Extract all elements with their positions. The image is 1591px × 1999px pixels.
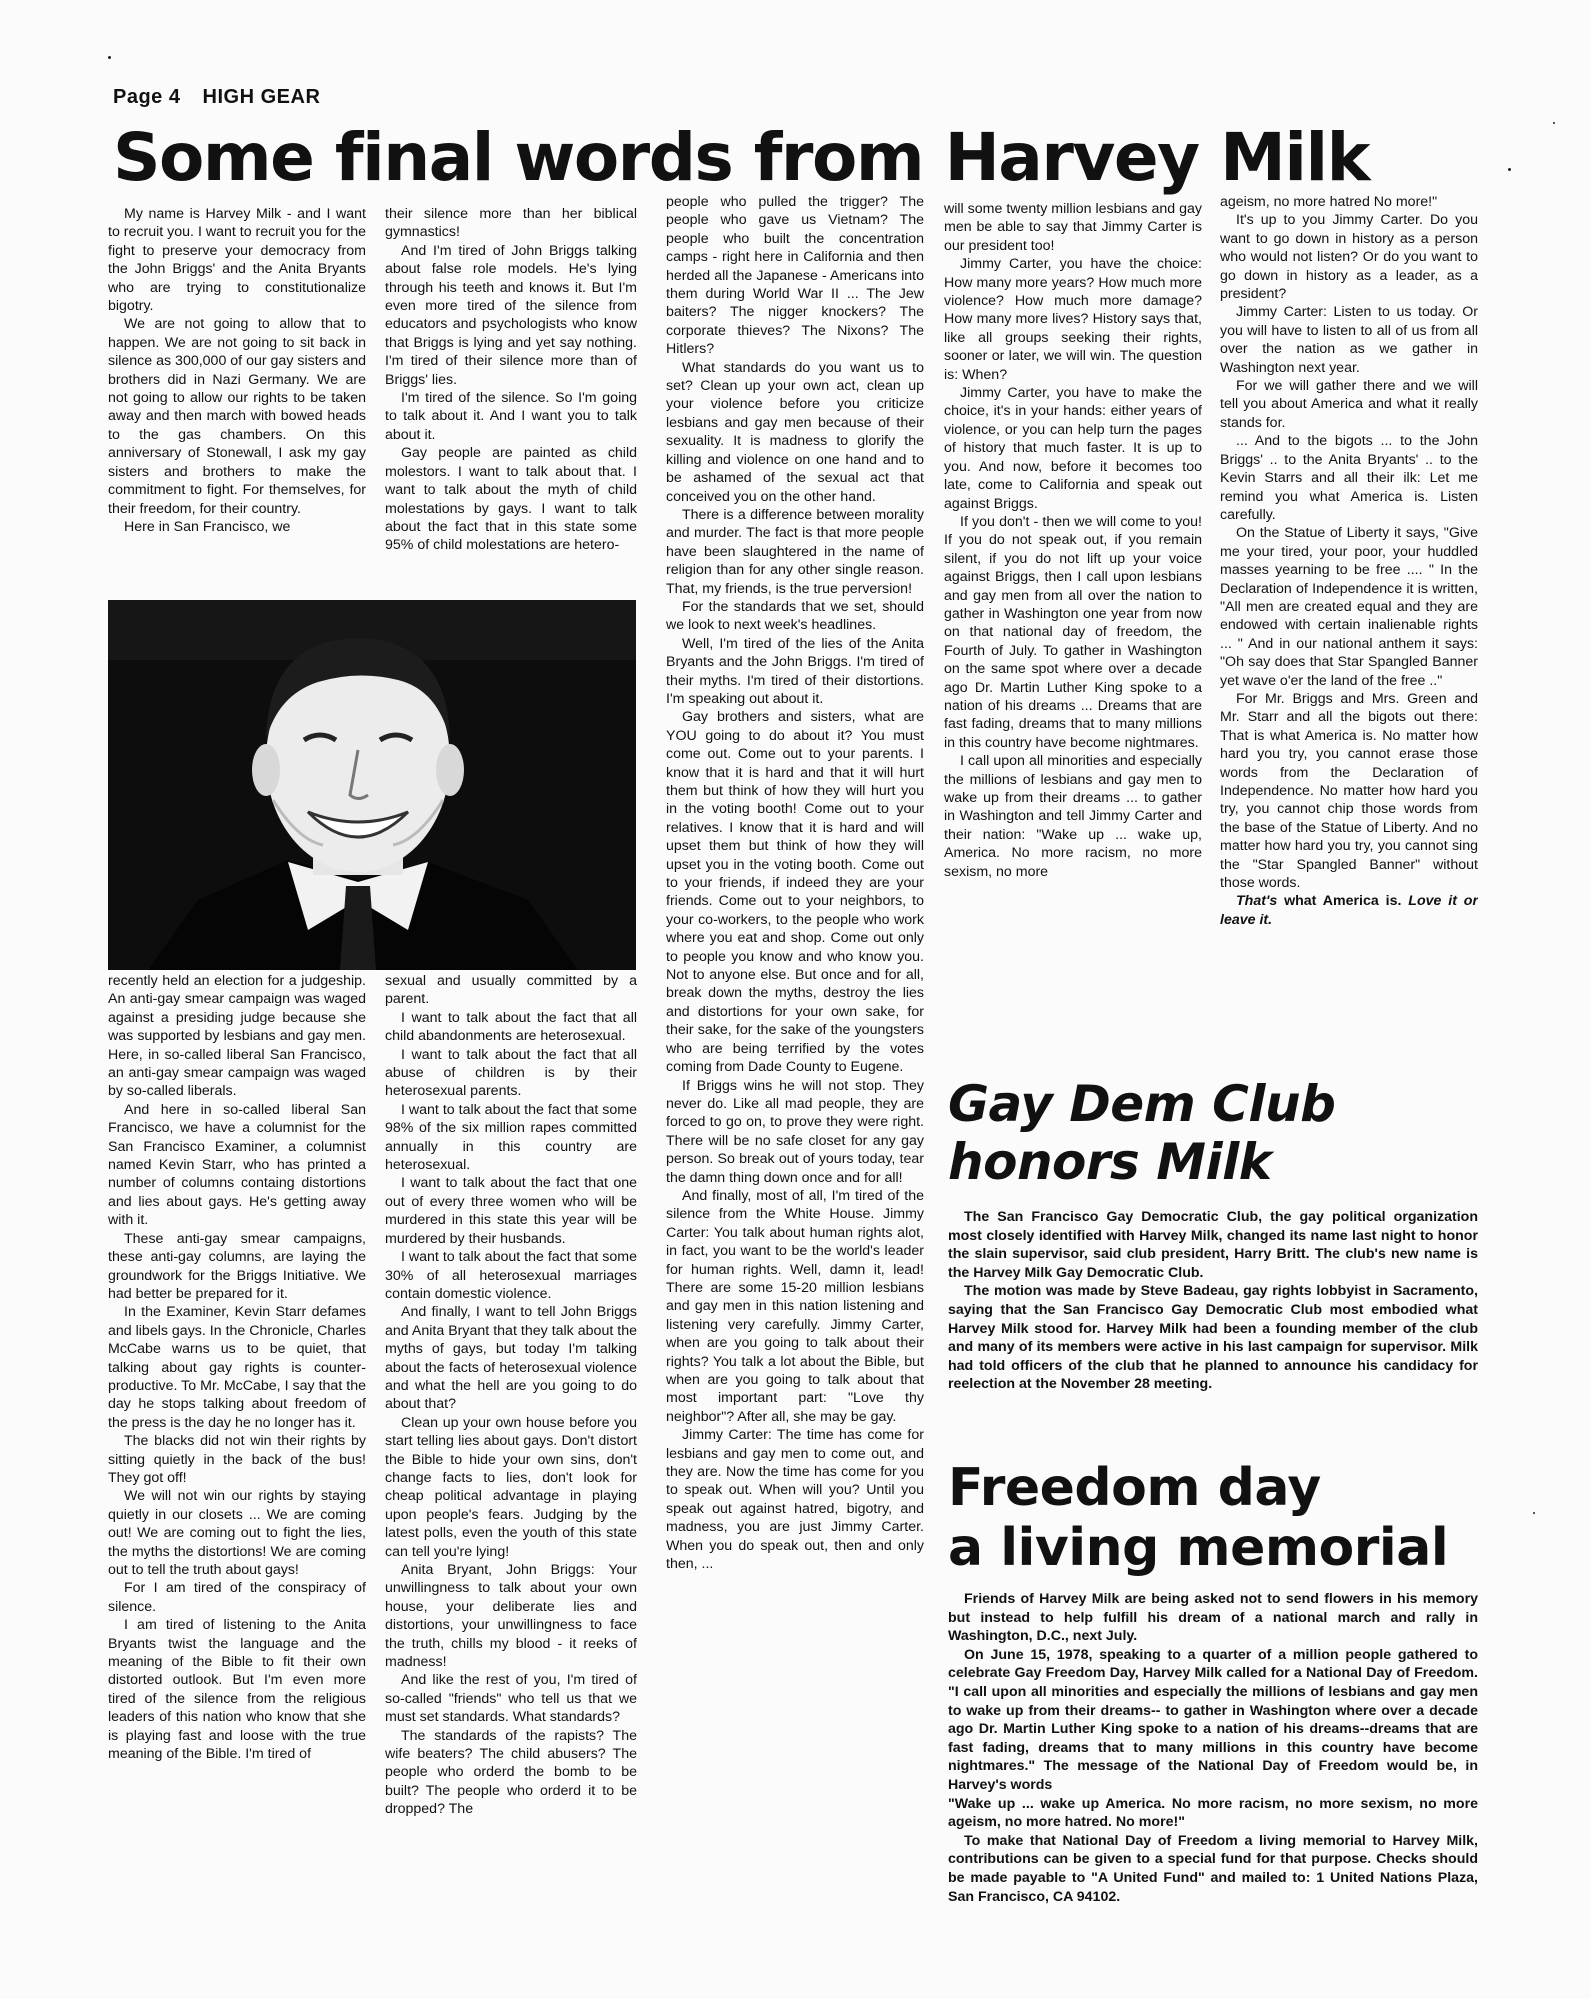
closing-mid: what America is. bbox=[1277, 893, 1409, 910]
article-column-2-bottom bbox=[385, 972, 637, 1918]
paragraph: The motion was made by Steve Badeau, gay rights lobbyist in Sacramento, saying that the San Francisco Gay Democratic Club most embodied what Harvey Milk stood for. Harvey Milk had been a founding member of the club and many of its members were active in his last campaign for supervisor. Milk had told officers of the club that he planned to announce his candidacy for reelection at the November 28 meeting. bbox=[948, 1283, 1478, 1393]
sidebar1-headline-line2: honors Milk bbox=[948, 1133, 1272, 1191]
sidebar2-headline bbox=[948, 1458, 1448, 1578]
page-number: Page 4 bbox=[113, 86, 181, 108]
paragraph: "Wake up ... wake up America. No more racism, no more sexism, no more ageism, no more hatred. No more!" bbox=[948, 1795, 1478, 1831]
sidebar2-headline-line1: Freedom day bbox=[948, 1458, 1321, 1518]
closing-line bbox=[1220, 892, 1478, 929]
sidebar2-body bbox=[948, 1590, 1478, 1918]
paragraph: And like the rest of you, I'm tired of so-called "friends" who tell us that we must set standards. What standards? bbox=[385, 1672, 637, 1726]
paragraph: Well, I'm tired of the lies of the Anita Bryants and the John Briggs. I'm tired of their myths. I'm tired of their distortions. I'm speaking out about it. bbox=[666, 635, 924, 707]
paragraph: For the standards that we set, should we look to next week's headlines. bbox=[666, 598, 924, 634]
paragraph: Here in San Francisco, we bbox=[124, 518, 291, 535]
paragraph: Friends of Harvey Milk are being asked not to send flowers in his memory but instead to help fulfill his dream of a national march and rally in Washington, D.C., next July. bbox=[948, 1591, 1478, 1645]
paragraph: I call upon all minorities and especially the millions of lesbians and gay men to wake up from their dreams ... to gather in Washington and tell Jimmy Carter and their nation: "Wake up ... wake up, America. No more racism, no more sexism, no more bbox=[944, 753, 1202, 880]
paragraph: For Mr. Briggs and Mrs. Green and Mr. Starr and all the bigots out there: That is what America is. No matter how hard you try, you cannot erase those words from the Declaration of Independence. No matter how hard you try, you cannot chip those words from the base of the Statue of Liberty. And no matter how hard you try, you cannot sing the "Star Spangled Banner" without those words. bbox=[1220, 690, 1478, 892]
paragraph: I am tired of listening to the Anita Bryants twist the language and the meaning of the Bible to fit their own distorted outlook. But I'm even more tired of the silence from the religious leaders of this nation who know that she is playing fast and loose with the true meaning of the Bible. I'm tired of bbox=[108, 1617, 366, 1763]
paragraph: It's up to you Jimmy Carter. Do you want to go down in history as a person who would not listen? Or do you want to go down in history as a leader, as a president? bbox=[1220, 212, 1478, 303]
paragraph: The blacks did not win their rights by sitting quietly in the back of the bus! They got off! bbox=[108, 1433, 366, 1486]
paragraph: In the Examiner, Kevin Starr defames and libels gays. In the Chronicle, Charles McCabe warns us to be quiet, that talking about gay rights is counter-productive. To Mr. McCabe, I say that the day he stops talking about freedom of the press is the day he no longer has it. bbox=[108, 1304, 366, 1431]
paragraph: There is a difference between morality and murder. The fact is that more people have been slaughtered in the name of religion than for any other single reason. That, my friends, is the true perversion! bbox=[666, 506, 924, 597]
article-column-2-top bbox=[385, 205, 637, 597]
paragraph: will some twenty million lesbians and gay men be able to say that Jimmy Carter is our president too! bbox=[944, 201, 1202, 254]
paragraph: We are not going to allow that to happen. We are not going to sit back in silence as 300,000 of our gay sisters and brothers did in Nazi Germany. We are not going to allow our rights to be taken away and then march with bowed heads to the gas chambers. On this anniversary of Stonewall, I ask my gay sisters and brothers to make the commitment to fight. For themselves, for their freedom, for their country. bbox=[108, 316, 366, 517]
scan-speck bbox=[108, 56, 111, 59]
closing-tail: Love it or leave it. bbox=[1220, 893, 1478, 928]
paragraph: What standards do you want us to set? Clean up your own act, clean up your violence before you criticize lesbians and gay men because of their sexuality. It is madness to glorify the killing and violence on one hand and to be ashamed of the sexual act that conceived you on the other hand. bbox=[666, 359, 924, 505]
paragraph: And here in so-called liberal San Francisco, we have a columnist for the San Francisco Examiner, a columnist named Kevin Starr, who has printed a number of columns containg distortions and lies about gays. He's getting away with it. bbox=[108, 1101, 366, 1229]
article-column-1-bottom bbox=[108, 972, 366, 1918]
paragraph: Jimmy Carter: The time has come for lesbians and gay men to come out, and they are. Now the time has come for you to speak out. When will you? Until you speak out against hatred, bigotry, and madness, you are just Jimmy Carter. When you do speak out, then and only then, ... bbox=[666, 1427, 924, 1573]
scan-speck bbox=[1553, 122, 1555, 124]
paragraph: I want to talk about the fact that all child abandonments are heterosexual. bbox=[385, 1009, 637, 1045]
paragraph: For I am tired of the conspiracy of silence. bbox=[108, 1580, 366, 1615]
portrait-illustration bbox=[108, 600, 636, 970]
paragraph: My name is Harvey Milk - and I want to recruit you. I want to recruit you for the fight to preserve your democracy from the John Briggs' and the Anita Bryants who are trying to constitutionalize bigotry. bbox=[108, 206, 366, 315]
publication-name: HIGH GEAR bbox=[202, 86, 321, 108]
paragraph: The standards of the rapists? The wife beaters? The child abusers? The people who orderd the bomb to be built? The people who orderd it to be dropped? The bbox=[385, 1727, 637, 1818]
paragraph: ageism, no more hatred No more!" bbox=[1220, 194, 1438, 210]
paragraph: people who pulled the trigger? The people who gave us Vietnam? The people who built the concentration camps - right here in California and then herded all the Japanese - Americans into them during World War II ... The Jew baiters? The nigger knockers? The corporate thieves? The Nixons? The Hitlers? bbox=[666, 194, 924, 358]
paragraph: If Briggs wins he will not stop. They never do. Like all mad people, they are forced to go on, to prove they were right. There will be no safe closet for any gay person. So break out of yours today, tear the damn thing down once and for all! bbox=[666, 1077, 924, 1186]
paragraph: Jimmy Carter: Listen to us today. Or you will have to listen to all of us from all over the nation as we gather in Washington next year. bbox=[1220, 304, 1478, 376]
main-headline: Some final words from Harvey Milk bbox=[113, 119, 1369, 196]
paragraph: I want to talk about the fact that some 98% of the six million rapes committed annually in this country are heterosexual. bbox=[385, 1101, 637, 1174]
paragraph: The San Francisco Gay Democratic Club, the gay political organization most closely identified with Harvey Milk, changed its name last night to honor the slain supervisor, said club president, Harry Britt. The club's new name is the Harvey Milk Gay Democratic Club. bbox=[948, 1209, 1478, 1281]
article-column-5 bbox=[1220, 193, 1478, 1055]
paragraph: On June 15, 1978, speaking to a quarter of a million people gathered to celebrate Gay Freedom Day, Harvey Milk called for a National Day of Freedom. "I call upon all minorities and especially the millions of lesbians and gay men to wake up from their dreams-- to gather in Washington where over a decade ago Dr. Martin Luther King spoke to a nation of his dreams--dreams that are fast fading, dreams that to many millions in this country have become nightmares." The message of the National Day of Freedom would be, in Harvey's words bbox=[948, 1646, 1478, 1793]
paragraph: For we will gather there and we will tell you about America and what it really stands for. bbox=[1220, 378, 1478, 431]
paragraph: Jimmy Carter, you have the choice: How many more years? How much more violence? How much more damage? How many more lives? History says that, like all groups seeking their rights, sooner or later, we will win. The question is: When? bbox=[944, 256, 1202, 383]
paragraph: I want to talk about the fact that one out of every three women who will be murdered in this state this year will be murdered by their husbands. bbox=[385, 1175, 637, 1247]
scan-speck bbox=[1508, 168, 1511, 171]
paragraph: These anti-gay smear campaigns, these anti-gay columns, are laying the groundwork for the Briggs Initiative. We had better be prepared for it. bbox=[108, 1230, 366, 1302]
paragraph: Gay people are painted as child molestors. I want to talk about that. I want to talk about the myth of child molestations by gays. I want to talk about the fact that in this state some 95% of child molestations are hetero- bbox=[385, 445, 637, 554]
paragraph: I want to talk about the fact that all abuse of children is by their heterosexual parents. bbox=[385, 1046, 637, 1100]
sidebar2-headline-line2: a living memorial bbox=[948, 1518, 1449, 1578]
article-column-4 bbox=[944, 200, 1202, 1055]
paragraph: We will not win our rights by staying quietly in our closets ... We are coming out! We are coming out to fight the lies, the myths the distortions! We are coming out to tell the truth about gays! bbox=[108, 1488, 366, 1578]
scan-speck bbox=[1533, 1512, 1535, 1514]
paragraph: To make that National Day of Freedom a living memorial to Harvey Milk, contributions can be given to a special fund for that purpose. Checks should be made payable to "A United Fund" and mailed to: 1 United Nations Plaza, San Francisco, CA 94102. bbox=[948, 1832, 1478, 1905]
paragraph: their silence more than her biblical gymnastics! bbox=[385, 206, 637, 241]
paragraph: ... And to the bigots ... to the John Briggs' .. to the Anita Bryants' .. to the Kevin Starrs and all their ilk: Let me remind you what America is. Listen carefully. bbox=[1220, 433, 1478, 523]
article-column-3 bbox=[666, 193, 924, 1918]
paragraph: I want to talk about the fact that some 30% of all heterosexual marriages contain domestic violence. bbox=[385, 1249, 637, 1302]
paragraph: recently held an election for a judgeship. An anti-gay smear campaign was waged against a presiding judge because she was supported by lesbians and gay men. Here, in so-called liberal San Francisco, an anti-gay smear campaign was waged by so-called liberals. bbox=[108, 973, 366, 1100]
paragraph: Clean up your own house before you start telling lies about gays. Don't distort the Bible to hide your own sins, don't change facts to lies, don't look for cheap political advantage in playing upon people's fears. Judging by the latest polls, even the youth of this state can tell you're lying! bbox=[385, 1414, 637, 1560]
sidebar1-headline bbox=[948, 1075, 1335, 1191]
paragraph: And finally, I want to tell John Briggs and Anita Bryant that they talk about the myths of gays, but today I'm talking about the facts of heterosexual violence and what the hell are you going to do about that? bbox=[385, 1304, 637, 1413]
paragraph: Gay brothers and sisters, what are YOU going to do about it? You must come out. Come out to your parents. I know that it is hard and that it will hurt them but think of how they will hurt you in the voting booth! Come out to your relatives. I know that it is hard and will upset them but think of how they will upset you in the voting booth. Come out to your friends, if indeed they are your friends. Come out to your neighbors, to your co-workers, to the people who work where you eat and shop. Come out only to people you know and who know you. Not to anyone else. But once and for all, break down the myths, destroy the lies and distortions for your own sake, for their sake, for the sake of the youngsters who are being terrified by the votes coming from Dade County to Eugene. bbox=[666, 709, 924, 1076]
closing-lead: That's bbox=[1236, 893, 1278, 910]
portrait-photo bbox=[108, 600, 636, 970]
paragraph: I'm tired of the silence. So I'm going to talk about it. And I want you to talk about it. bbox=[385, 390, 637, 443]
sidebar1-body bbox=[948, 1208, 1478, 1438]
paragraph: On the Statue of Liberty it says, "Give me your tired, your poor, your huddled masses yearning to be free .... " In the Declaration of Independence it is written, "All men are created equal and they are endowed with certain inalienable rights ... " And in our national anthem it says: "Oh say does that Star Spangled Banner yet wave o'er the land of the free .." bbox=[1220, 525, 1478, 689]
paragraph: And I'm tired of John Briggs talking about false role models. He's lying through his teeth and knows it. But I'm even more tired of the silence from educators and psychologists who know that Briggs is lying and yet say nothing. I'm tired of their silence more than of Briggs' lies. bbox=[385, 242, 637, 388]
paragraph: If you don't - then we will come to you! If you do not speak out, if you remain silent, if you do not lift up your voice against Briggs, then I call upon lesbians and gay men from all over the nation to gather in Washington one year from now on that national day of freedom, the Fourth of July. To gather in Washington on the same spot where over a decade ago Dr. Martin Luther King spoke to a nation of his dreams ... Dreams that are fast fading, dreams that to many millions in this country have become nightmares. bbox=[944, 513, 1202, 751]
paragraph: And finally, most of all, I'm tired of the silence from the White House. Jimmy Carter: You talk about human rights alot, in fact, you want to be the world's leader for human rights. Well, damn it, lead! There are some 15-20 million lesbians and gay men in this nation listening and listening very carefully. Jimmy Carter, when are you going to talk about their rights? You talk a lot about the Bible, but when are you going to talk about that most important part: "Love thy neighbor"? After all, she may be gay. bbox=[666, 1187, 924, 1425]
running-head bbox=[113, 86, 336, 109]
paragraph: sexual and usually committed by a parent. bbox=[385, 973, 637, 1008]
article-column-1-top bbox=[108, 205, 366, 597]
paragraph: Jimmy Carter, you have to make the choice, it's in your hands: either years of violence, or you can help turn the pages of history that much faster. It is up to you. And now, before it becomes too late, come to California and speak out against Briggs. bbox=[944, 385, 1202, 512]
paragraph: Anita Bryant, John Briggs: Your unwillingness to talk about your own house, your deliberate lies and distortions, your unwillingness to face the truth, chills my blood - it reeks of madness! bbox=[385, 1562, 637, 1671]
sidebar1-headline-line1: Gay Dem Club bbox=[948, 1075, 1336, 1133]
